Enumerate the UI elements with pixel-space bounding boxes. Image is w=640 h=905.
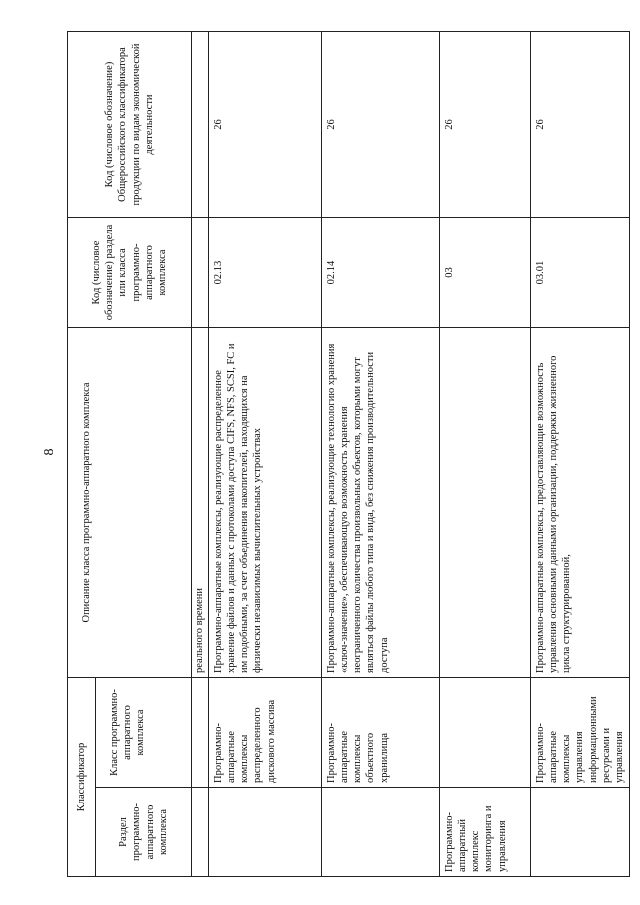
table-row	[192, 32, 209, 877]
row-class: Программно-аппаратные комплексы управления информационными ресурсами и управления	[531, 678, 630, 788]
row-section: Программно-аппаратный комплекс мониторинга и управления	[440, 788, 531, 877]
row-okpd: 26	[209, 32, 322, 218]
row-description: реального времени	[192, 328, 209, 678]
row-class	[440, 678, 531, 788]
header-class: Класс программно-аппаратного комплекса	[96, 678, 192, 788]
row-section	[192, 788, 209, 877]
classifier-table-container	[67, 32, 625, 877]
row-class: Программно-аппаратные комплексы объектного хранилища	[322, 678, 440, 788]
page-number-text: 8	[42, 448, 57, 456]
header-section: Раздел программно-аппаратного комплекса	[96, 788, 192, 877]
row-description: Программно-аппаратные комплексы, реализующие распределенное хранение файлов и данных с протоколами доступа CIFS, NFS, SCSI, FC и им подобными, за счет объединения накопителей, находящихся на физически независимых вычислительных устройствах	[209, 328, 322, 678]
row-code	[192, 218, 209, 328]
header-okpd-code: Код (числовое обозначение) Общероссийского классификатора продукции по видам экономической деятельности	[68, 32, 192, 218]
table-row	[531, 32, 630, 877]
row-class: Программно-аппаратные комплексы распределенного дискового массива	[209, 678, 322, 788]
row-okpd: 26	[322, 32, 440, 218]
table-row	[209, 32, 322, 877]
classifier-table	[67, 31, 630, 877]
row-code: 03.01	[531, 218, 630, 328]
row-section	[531, 788, 630, 877]
header-section-code: Код (числовое обозначение) раздела или класса программно-аппаратного комплекса	[68, 218, 192, 328]
row-section	[209, 788, 322, 877]
header-classifier: Классификатор	[68, 678, 96, 877]
row-description: Программно-аппаратные комплексы, реализующие технологию хранения «ключ-значение», обеспечивающую возможность хранения неограниченного количества произвольных объектов, которыми могут являться файлы любого типа и вида, без снижения производительности доступа	[322, 328, 440, 678]
row-code: 03	[440, 218, 531, 328]
row-code: 02.14	[322, 218, 440, 328]
row-section	[322, 788, 440, 877]
row-okpd: 26	[531, 32, 630, 218]
row-description: Программно-аппаратные комплексы, предоставляющие возможность управления основными данными организации, поддержки жизненного цикла структурированной,	[531, 328, 630, 678]
table-row	[440, 32, 531, 877]
row-okpd	[192, 32, 209, 218]
table-row	[322, 32, 440, 877]
row-okpd: 26	[440, 32, 531, 218]
row-description	[440, 328, 531, 678]
row-code: 02.13	[209, 218, 322, 328]
header-description: Описание класса программно-аппаратного комплекса	[68, 328, 192, 678]
row-class	[192, 678, 209, 788]
